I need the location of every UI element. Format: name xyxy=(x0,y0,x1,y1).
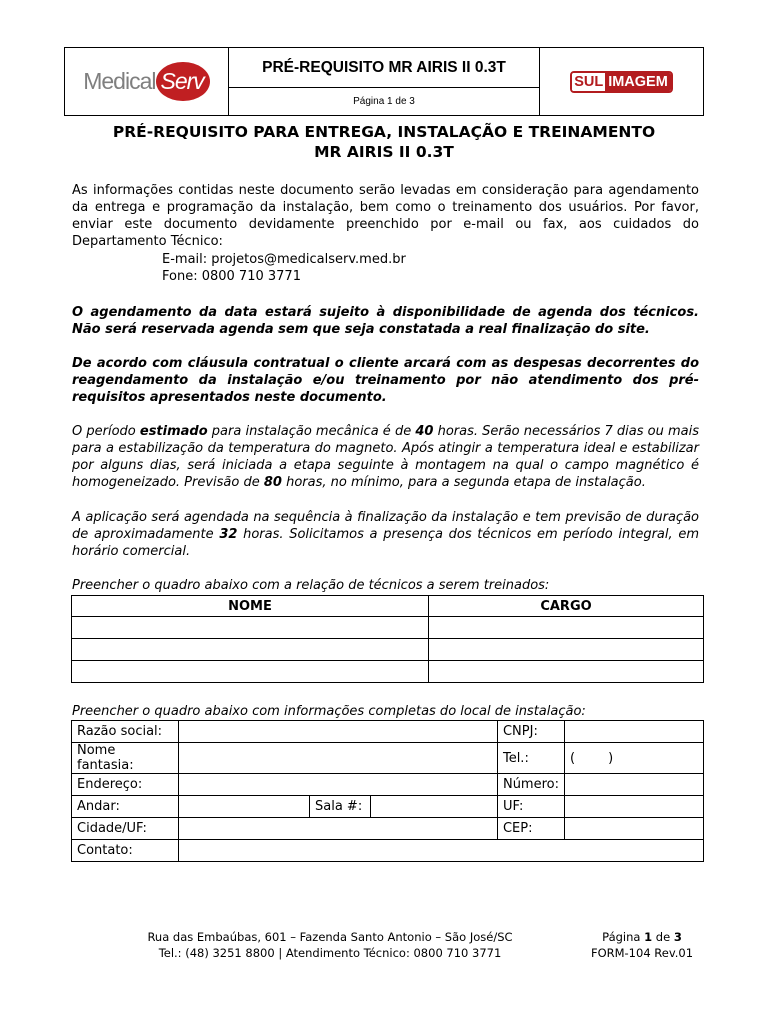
cidade-field[interactable] xyxy=(179,818,498,840)
trainees-caption: Preencher o quadro abaixo com a relação de técnicos a serem treinados: xyxy=(72,578,550,593)
tel-label: Tel.: xyxy=(497,743,564,774)
footer-address: Rua das Embaúbas, 601 – Fazenda Santo Antonio – São José/SC Tel.: (48) 3251 8800 | Atendimento Técnico: 0800 710 3771 xyxy=(147,930,513,960)
cep-label: CEP: xyxy=(497,818,564,840)
sulimagem-logo: SUL IMAGEM xyxy=(540,48,704,116)
numero-field[interactable] xyxy=(565,774,704,796)
uf-label: UF: xyxy=(497,796,564,818)
header-title: PRÉ-REQUISITO MR AIRIS II 0.3T xyxy=(229,48,540,88)
name-cell[interactable] xyxy=(72,661,429,683)
cnpj-field[interactable] xyxy=(565,721,704,743)
contato-label: Contato: xyxy=(72,840,179,862)
intro-paragraph: As informações contidas neste documento serão levadas em consideração para agendamento da entrega e programação da instalação, bem como o treinamento dos usuários. Por favor, enviar este documento devidamente preenchido por e-mail ou fax, aos cuidados do Departamento Técnico: xyxy=(72,183,699,249)
tel-field[interactable]: ( ) xyxy=(565,743,704,774)
notice-contract: De acordo com cláusula contratual o cliente arcará com as despesas decorrentes do reagendamento da instalação e/ou treinamento por não atendimento dos pré-requisitos apresentados neste documento. xyxy=(72,356,699,405)
uf-field[interactable] xyxy=(565,796,704,818)
role-cell[interactable] xyxy=(429,639,704,661)
notice-scheduling: O agendamento da data estará sujeito à disponibilidade de agenda dos técnicos. Não será reservada agenda sem que seja constatada a real finalização do site. xyxy=(72,305,699,337)
col-name-header: NOME xyxy=(72,596,429,617)
cep-field[interactable] xyxy=(565,818,704,840)
role-cell[interactable] xyxy=(429,617,704,639)
table-row xyxy=(72,639,704,661)
site-caption: Preencher o quadro abaixo com informações completas do local de instalação: xyxy=(72,704,586,719)
footer-page: Página 1 de 3 FORM-104 Rev.01 xyxy=(590,930,694,960)
razao-label: Razão social: xyxy=(72,721,179,743)
andar-label: Andar: xyxy=(72,796,179,818)
header-table xyxy=(64,47,704,116)
contact-phone: Fone: 0800 710 3771 xyxy=(162,269,301,284)
trainees-table xyxy=(71,595,704,683)
contact-email: E-mail: projetos@medicalserv.med.br xyxy=(162,252,406,267)
sala-label: Sala #: xyxy=(310,796,371,818)
period-paragraph: O período estimado para instalação mecânica é de 40 horas. Serão necessários 7 dias ou mais para a estabilização da temperatura do magneto. Após atingir a temperatura ideal e estabilizar por alguns dias, será iniciada a etapa seguinte à montagem na qual o campo magnético é homogeneizado. Previsão de 80 horas, no mínimo, para a segunda etapa de instalação. xyxy=(72,424,699,490)
andar-field[interactable] xyxy=(179,796,310,818)
endereco-field[interactable] xyxy=(179,774,498,796)
sala-field[interactable] xyxy=(371,796,498,818)
fantasia-label: Nome fantasia: xyxy=(72,743,179,774)
razao-field[interactable] xyxy=(179,721,498,743)
fantasia-field[interactable] xyxy=(179,743,498,774)
table-row xyxy=(72,617,704,639)
name-cell[interactable] xyxy=(72,617,429,639)
application-paragraph: A aplicação será agendada na sequência à finalização da instalação e tem previsão de duração de aproximadamente 32 horas. Solicitamos a presença dos técnicos em período integral, em horário comercial. xyxy=(72,510,699,559)
contact-block xyxy=(162,251,406,285)
site-table xyxy=(71,720,704,862)
cnpj-label: CNPJ: xyxy=(497,721,564,743)
role-cell[interactable] xyxy=(429,661,704,683)
table-row xyxy=(72,661,704,683)
numero-label: Número: xyxy=(497,774,564,796)
document-title: PRÉ-REQUISITO PARA ENTREGA, INSTALAÇÃO E TREINAMENTO MR AIRIS II 0.3T xyxy=(112,123,656,161)
col-role-header: CARGO xyxy=(429,596,704,617)
cidade-label: Cidade/UF: xyxy=(72,818,179,840)
contato-field[interactable] xyxy=(179,840,704,862)
endereco-label: Endereço: xyxy=(72,774,179,796)
name-cell[interactable] xyxy=(72,639,429,661)
medicalserv-logo: Medical Serv xyxy=(65,48,229,116)
header-page-label: Página 1 de 3 xyxy=(229,88,540,116)
